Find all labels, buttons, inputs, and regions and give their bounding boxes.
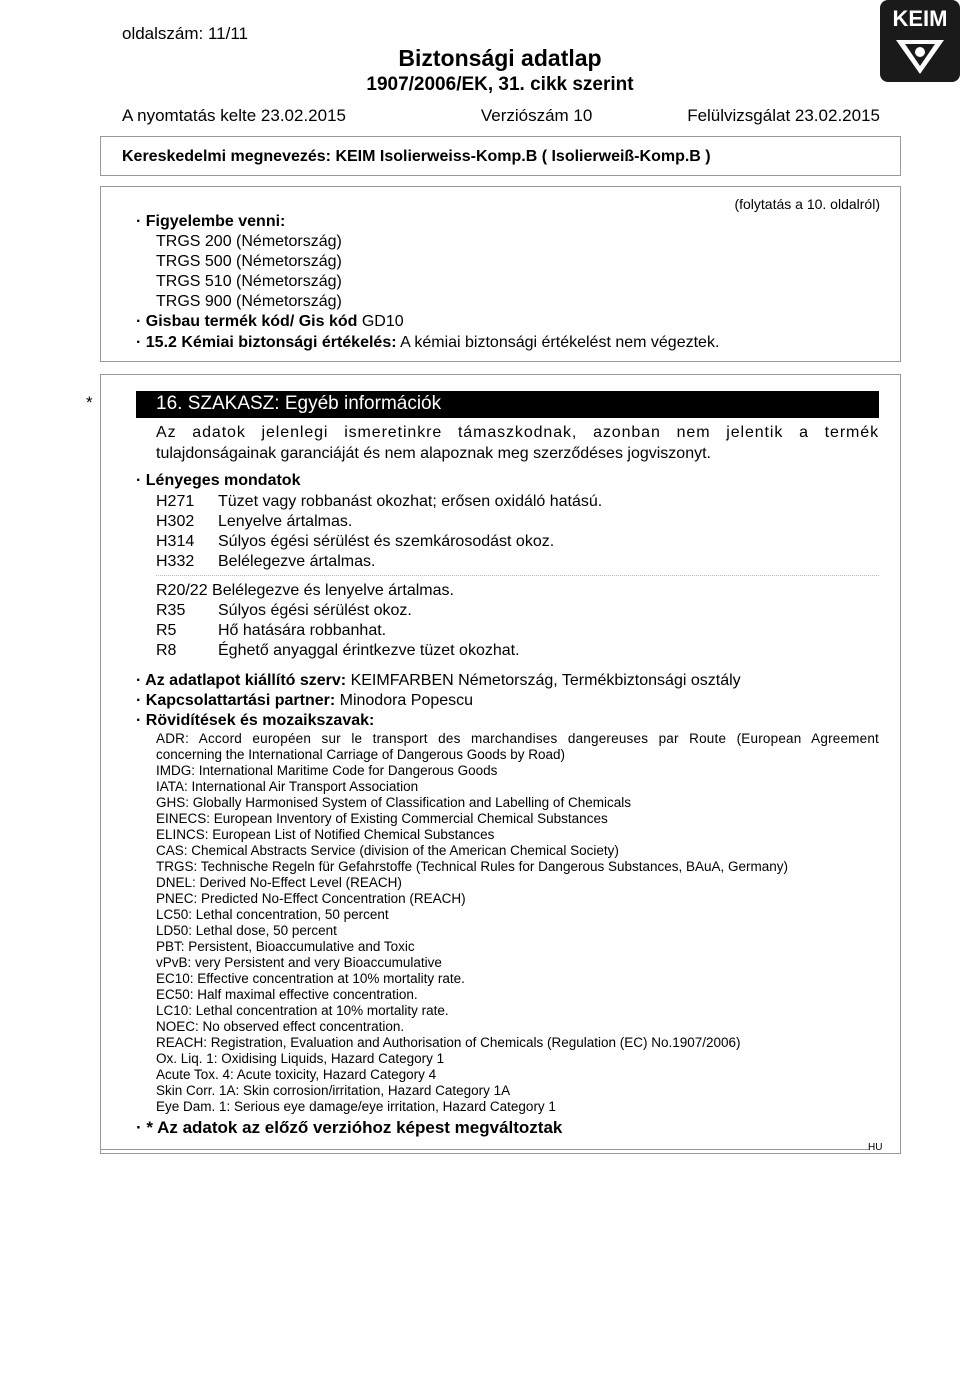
disclaimer-line-2: tulajdonságainak garanciáját és nem alapoznak meg szerződéses jogviszonyt. bbox=[156, 445, 711, 462]
phrase-code: H314 bbox=[156, 533, 195, 550]
consider-label: · Figyelembe venni: bbox=[136, 213, 286, 230]
abbreviation-item: Ox. Liq. 1: Oxidising Liquids, Hazard Category 1 bbox=[156, 1051, 445, 1066]
issuer-label: · Az adatlapot kiállító szerv: bbox=[136, 672, 347, 689]
abbr-adr-line-1: ADR: Accord européen sur le transport des marchandises dangereuses par Route (European Agreement bbox=[156, 731, 879, 746]
contact-label: · Kapcsolattartási partner: bbox=[136, 692, 336, 709]
gisbau-code bbox=[136, 313, 404, 331]
phrase-text: Hő hatására robbanhat. bbox=[218, 622, 387, 639]
dotted-divider bbox=[156, 575, 879, 576]
document-title: Biztonsági adatlap bbox=[398, 45, 602, 71]
abbreviation-item: ELINCS: European List of Notified Chemical Substances bbox=[156, 827, 495, 842]
issuer bbox=[136, 672, 741, 690]
changes-note: · * Az adatok az előző verzióhoz képest megváltoztak bbox=[136, 1118, 563, 1137]
phrase-text: Belélegezve és lenyelve ártalmas. bbox=[212, 582, 454, 599]
abbreviation-item: EC10: Effective concentration at 10% mortality rate. bbox=[156, 971, 465, 986]
gisbau-value: GD10 bbox=[357, 313, 404, 330]
phrase-code: H271 bbox=[156, 493, 195, 510]
issuer-value: KEIMFARBEN Németország, Termékbiztonsági osztály bbox=[346, 672, 741, 689]
abbreviation-item: PBT: Persistent, Bioaccumulative and Toxic bbox=[156, 939, 415, 954]
keim-logo bbox=[880, 0, 960, 82]
phrase-code: R20/22 bbox=[156, 582, 208, 599]
phrase-text: Belélegezve ártalmas. bbox=[218, 553, 376, 570]
chem-value: A kémiai biztonsági értékelést nem végeztek. bbox=[396, 334, 720, 351]
trade-name: Kereskedelmi megnevezés: KEIM Isolierweiss-Komp.B ( Isolierweiß-Komp.B ) bbox=[100, 136, 901, 176]
abbreviation-item: LC10: Lethal concentration at 10% mortality rate. bbox=[156, 1003, 449, 1018]
abbreviation-item: Skin Corr. 1A: Skin corrosion/irritation, Hazard Category 1A bbox=[156, 1083, 511, 1098]
abbreviation-item: LC50: Lethal concentration, 50 percent bbox=[156, 907, 389, 922]
h-phrase bbox=[156, 493, 602, 511]
version-number: Verziószám 10 bbox=[480, 106, 593, 125]
section-16-heading: 16. SZAKASZ: Egyéb információk bbox=[136, 391, 879, 418]
revision-date: Felülvizsgálat 23.02.2015 bbox=[687, 106, 880, 125]
r-phrase bbox=[156, 642, 520, 660]
disclaimer bbox=[156, 422, 879, 464]
phrase-code: H332 bbox=[156, 553, 195, 570]
abbreviation-item: PNEC: Predicted No-Effect Concentration (REACH) bbox=[156, 891, 466, 906]
abbreviation-item: vPvB: very Persistent and very Bioaccumulative bbox=[156, 955, 442, 970]
phrase-code: H302 bbox=[156, 513, 195, 530]
chemical-safety-assessment bbox=[136, 334, 719, 352]
contact-value: Minodora Popescu bbox=[335, 692, 474, 709]
language-code: HU bbox=[868, 1142, 883, 1153]
h-phrase bbox=[156, 553, 375, 571]
abbreviation-item: Acute Tox. 4: Acute toxicity, Hazard Category 4 bbox=[156, 1067, 437, 1082]
h-phrase bbox=[156, 513, 352, 531]
page-number: oldalszám: 11/11 bbox=[122, 24, 248, 43]
footer-rule bbox=[100, 1149, 870, 1150]
abbreviation-adr bbox=[156, 731, 879, 763]
relevant-phrases-label: · Lényeges mondatok bbox=[136, 472, 301, 489]
abbr-adr-line-2: concerning the International Carriage of Dangerous Goods by Road) bbox=[156, 747, 565, 762]
trgs-item: TRGS 900 (Németország) bbox=[156, 293, 342, 310]
phrase-text: Súlyos égési sérülést és szemkárosodást okoz. bbox=[218, 533, 555, 550]
meta-row bbox=[122, 106, 880, 126]
abbreviation-item: GHS: Globally Harmonised System of Classification and Labelling of Chemicals bbox=[156, 795, 631, 810]
abbreviation-item: Eye Dam. 1: Serious eye damage/eye irritation, Hazard Category 1 bbox=[156, 1099, 556, 1114]
h-phrase bbox=[156, 533, 554, 551]
phrase-text: Lenyelve ártalmas. bbox=[218, 513, 353, 530]
chem-label: · 15.2 Kémiai biztonsági értékelés: bbox=[136, 334, 397, 351]
contact bbox=[136, 692, 473, 710]
abbreviation-item: TRGS: Technische Regeln für Gefahrstoffe (Technical Rules for Dangerous Substances, BAuA, Germany) bbox=[156, 859, 789, 874]
abbreviation-item: CAS: Chemical Abstracts Service (division of the American Chemical Society) bbox=[156, 843, 619, 858]
trgs-item: TRGS 200 (Németország) bbox=[156, 233, 342, 250]
abbreviation-item: IATA: International Air Transport Association bbox=[156, 779, 419, 794]
phrase-code: R35 bbox=[156, 602, 186, 619]
abbreviations-label: · Rövidítések és mozaikszavak: bbox=[136, 712, 375, 729]
phrase-text: Súlyos égési sérülést okoz. bbox=[218, 602, 412, 619]
trgs-item: TRGS 500 (Németország) bbox=[156, 253, 342, 270]
abbreviation-item: LD50: Lethal dose, 50 percent bbox=[156, 923, 337, 938]
r-phrase bbox=[156, 602, 412, 620]
trgs-item: TRGS 510 (Németország) bbox=[156, 273, 342, 290]
phrase-text: Éghető anyaggal érintkezve tüzet okozhat. bbox=[218, 642, 520, 659]
phrase-code: R5 bbox=[156, 622, 177, 639]
abbreviation-item: IMDG: International Maritime Code for Dangerous Goods bbox=[156, 763, 498, 778]
abbreviation-item: EINECS: European Inventory of Existing Commercial Chemical Substances bbox=[156, 811, 608, 826]
phrase-code: R8 bbox=[156, 642, 177, 659]
print-date: A nyomtatás kelte 23.02.2015 bbox=[122, 106, 346, 125]
abbreviation-item: REACH: Registration, Evaluation and Authorisation of Chemicals (Regulation (EC) No.1907/2006) bbox=[156, 1035, 741, 1050]
r-phrase bbox=[156, 622, 386, 640]
abbreviation-item: EC50: Half maximal effective concentration. bbox=[156, 987, 418, 1002]
abbreviation-item: DNEL: Derived No-Effect Level (REACH) bbox=[156, 875, 402, 890]
phrase-text: Tüzet vagy robbanást okozhat; erősen oxidáló hatású. bbox=[218, 493, 603, 510]
r-phrase bbox=[156, 582, 454, 600]
gisbau-label: · Gisbau termék kód/ Gis kód bbox=[136, 313, 358, 330]
document-subtitle: 1907/2006/EK, 31. cikk szerint bbox=[366, 74, 634, 95]
abbreviation-item: NOEC: No observed effect concentration. bbox=[156, 1019, 405, 1034]
disclaimer-line-1: Az adatok jelenlegi ismeretinkre támaszkodnak, azonban nem jelentik a termék bbox=[156, 424, 879, 441]
changed-marker: * bbox=[86, 393, 93, 412]
svg-text:KEIM: KEIM bbox=[892, 6, 948, 31]
continued-note: (folytatás a 10. oldalról) bbox=[734, 196, 880, 212]
